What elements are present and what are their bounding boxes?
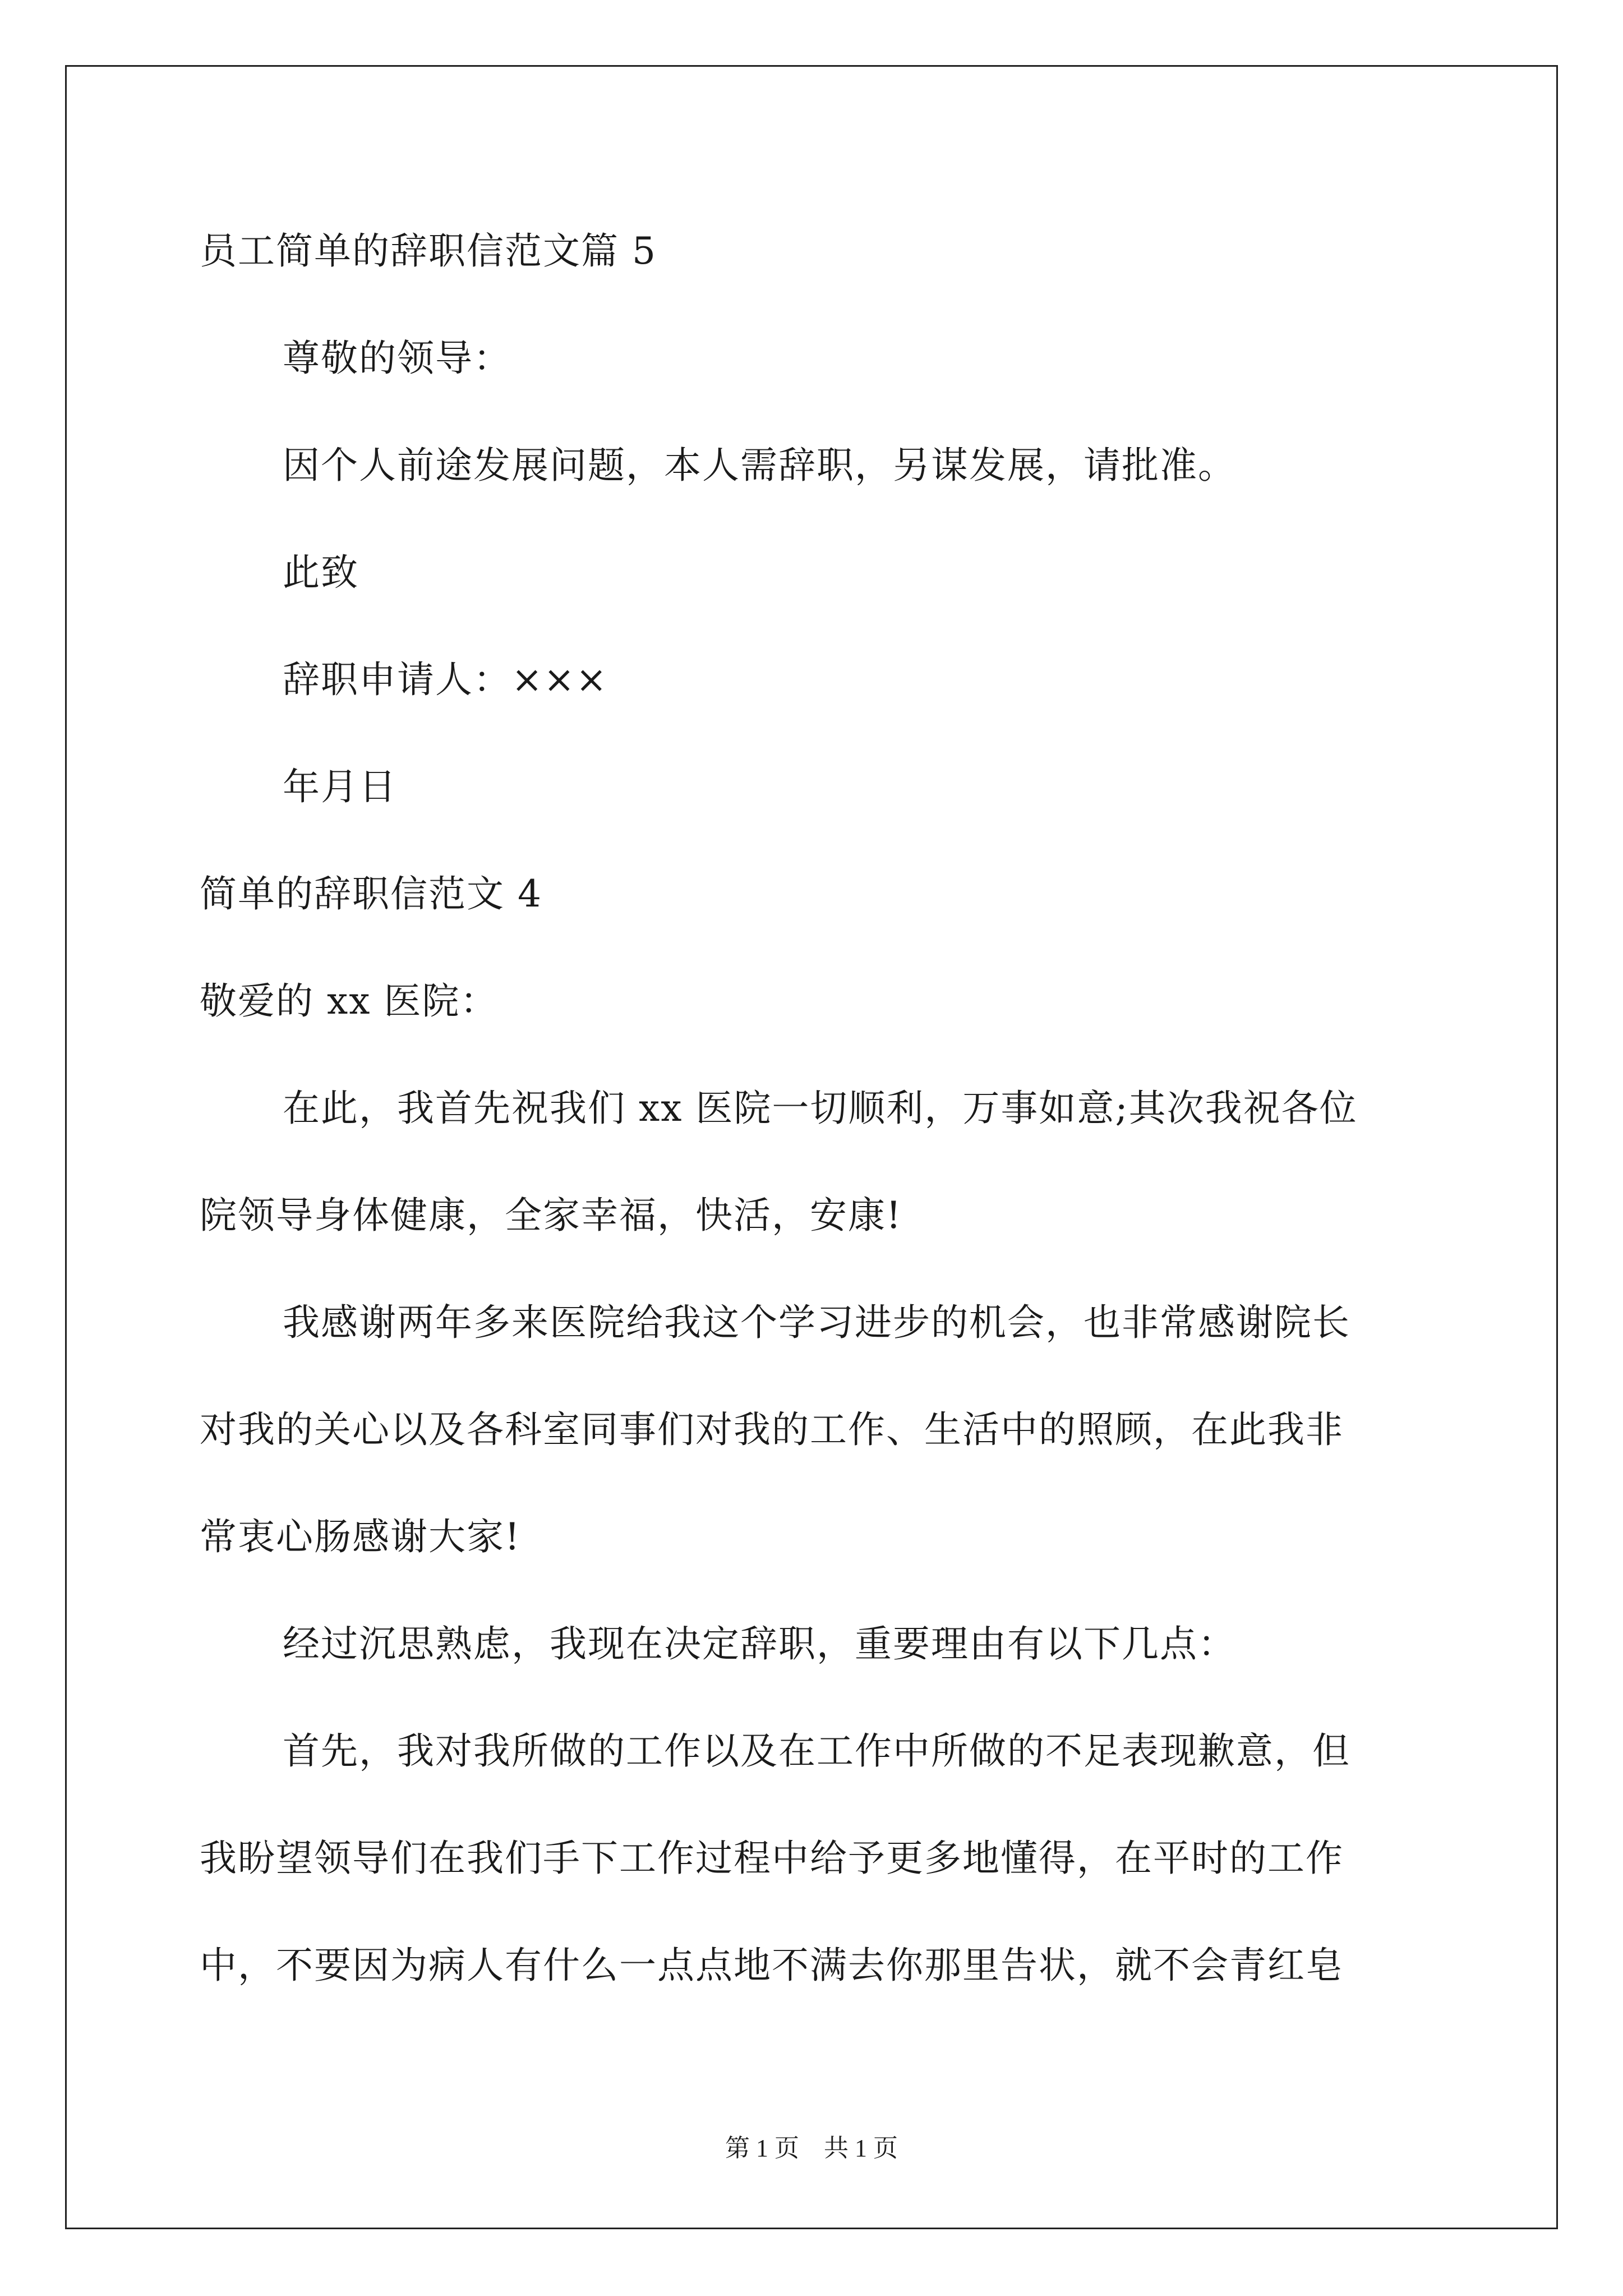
body-line: 常衷心肠感谢大家! <box>200 1515 521 1558</box>
page-border <box>65 65 1558 2229</box>
body-line: 我盼望领导们在我们手下工作过程中给予更多地懂得，在平时的工作 <box>200 1837 1344 1880</box>
body-line: 我感谢两年多来医院给我这个学习进步的机会，也非常感谢院长 <box>283 1301 1350 1344</box>
body-line: 对我的关心以及各科室同事们对我的工作、生活中的照顾，在此我非 <box>200 1408 1344 1451</box>
letter-title-5: 员工简单的辞职信范文篇 5 <box>200 229 657 273</box>
body-line: 院领导身体健康，全家幸福，快活，安康! <box>200 1194 902 1237</box>
body-paragraph: 因个人前途发展问题，本人需辞职，另谋发展，请批准。 <box>283 444 1236 487</box>
letter-title-4: 简单的辞职信范文 4 <box>200 872 542 915</box>
date-line: 年月日 <box>283 765 397 808</box>
body-line: 中，不要因为病人有什么一点点地不满去你那里告状，就不会青红皂 <box>200 1944 1344 1987</box>
closing-line: 此致 <box>283 551 359 594</box>
applicant-line: 辞职申请人：××× <box>283 658 608 701</box>
salutation: 敬爱的 xx 医院： <box>200 979 499 1023</box>
page-footer: 第 1 页 共 1 页 <box>725 2134 898 2162</box>
body-line: 经过沉思熟虑，我现在决定辞职，重要理由有以下几点： <box>283 1622 1236 1665</box>
body-line: 在此，我首先祝我们 xx 医院一切顺利，万事如意;其次我祝各位 <box>283 1087 1358 1130</box>
salutation: 尊敬的领导： <box>283 337 511 380</box>
body-line: 首先，我对我所做的工作以及在工作中所做的不足表现歉意，但 <box>283 1729 1350 1773</box>
